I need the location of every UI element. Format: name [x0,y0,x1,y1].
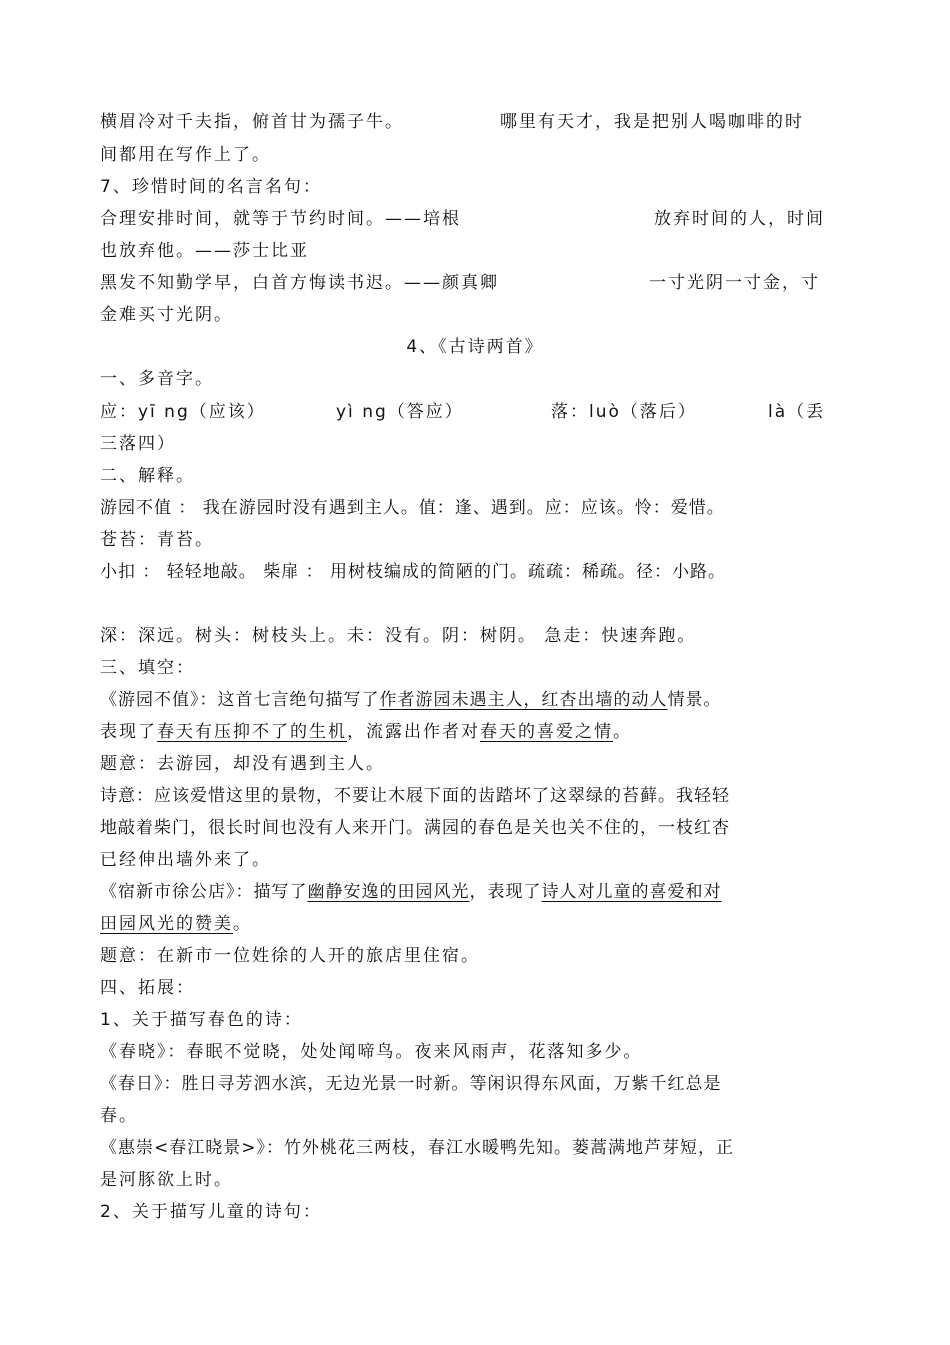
fill-text: 情景。 [667,690,722,710]
fill-answer: 幽静安逸的田园风光 [307,882,470,902]
quote-text: 黑发不知勤学早，白首方悔读书迟。——颜真卿 [100,273,499,293]
quote-text: 间都用在写作上了。 [100,145,271,165]
explanation-text: 小扣 ： 轻轻地敲。 柴扉 ： 用树枝编成的简陋的门。疏疏：稀疏。径：小路。 [100,562,727,582]
fill-answer: 春天有压抑不了的生机 [157,722,347,742]
polyphone-item [768,401,850,423]
quote-text: 合理安排时间，就等于节约时间。——培根 [100,209,461,229]
poem-line [100,1041,850,1063]
fill-line [100,689,850,711]
explanation-text: 游园不值 ： 我在游园时没有遇到主人。值：逢、遇到。应：应该。怜：爱惜。 [100,498,725,518]
poem-text: 《春晓》：春眠不觉晓，处处闻啼鸟。夜来风雨声，花落知多少。 [100,1042,643,1062]
fill-text: ，流露出作者对 [347,722,480,742]
polyphone-item [551,401,741,423]
quote-line [100,304,850,326]
section-heading [100,657,850,679]
heading-text: 三、填空： [100,658,195,678]
fill-text: 题意：去游园，却没有遇到主人。 [100,754,385,774]
fill-line [100,817,850,839]
fill-text: 《宿新市徐公店》：描写了 [100,882,308,902]
quote-line [100,240,850,262]
quote-line [500,111,850,133]
poem-text: 春。 [100,1106,138,1126]
fill-text: 表现了 [100,722,157,742]
poem-text: 《惠崇<春江晓景>》：竹外桃花三两枝，春江水暖鸭先知。蒌蒿满地芦芽短，正 [100,1138,734,1158]
fill-text: 地敲着柴门，很长时间也没有人来开门。满园的春色是关也关不住的，一枝红杏 [100,818,730,838]
quote-text: 一寸光阴一寸金，寸 [649,273,820,293]
quote-text: 横眉冷对千夫指，俯首甘为孺子牛。 [100,112,404,132]
fill-answer: 诗人对儿童的喜爱和对 [541,882,722,902]
fill-answer: 田园风光的赞美 [100,914,233,934]
quote-line [100,144,850,166]
fill-line [100,913,850,935]
heading-text: 1、关于描写春色的诗： [100,1010,303,1030]
poem-line [100,1137,850,1159]
fill-text: 。 [233,914,252,934]
fill-text: 已经伸出墙外来了。 [100,850,271,870]
quote-line [654,208,850,230]
fill-line [100,849,850,871]
heading-text: 二、解释。 [100,466,195,486]
fill-line [100,881,850,903]
polyphone-item [336,401,496,423]
quote-text: 也放弃他。——莎士比亚 [100,241,309,261]
explanation-line [100,625,850,647]
quote-text: 哪里有天才，我是把别人喝咖啡的时 [500,112,804,132]
section-heading [100,176,850,198]
poem-text: 是河豚欲上时。 [100,1170,233,1190]
fill-line [100,945,850,967]
explanation-line [100,497,850,519]
fill-answer: 作者游园未遇主人，红杏出墙的动人 [379,690,668,710]
explanation-line [100,529,850,551]
heading-text: 2、关于描写儿童的诗句： [100,1202,322,1222]
poem-text: 《春日》：胜日寻芳泗水滨，无边光景一时新。等闲识得东风面，万紫千红总是 [100,1074,722,1094]
explanation-text: 深：深远。树头：树枝头上。未：没有。阴：树阴。 急走：快速奔跑。 [100,626,697,646]
fill-text: ，表现了 [469,882,542,902]
fill-answer: 春天的喜爱之情 [480,722,613,742]
subsection-heading [100,1009,850,1031]
polyphone-item [100,401,300,423]
polyphone-text: 三落四） [100,434,176,454]
fill-text: 《游园不值》：这首七言绝句描写了 [100,690,380,710]
quote-text: 金难买寸光阴。 [100,305,233,325]
poem-line [100,1169,850,1191]
quote-line [649,272,850,294]
subsection-heading [100,1201,850,1223]
fill-line [100,785,850,807]
section-heading [100,465,850,487]
poem-line [100,1105,850,1127]
fill-text: 题意：在新市一位姓徐的人开的旅店里住宿。 [100,946,480,966]
poem-line [100,1073,850,1095]
section-heading [100,977,850,999]
polyphone-text: yì ng（答应） [336,402,464,422]
heading-text: 四、拓展： [100,978,195,998]
explanation-text: 苍苔：青苔。 [100,530,214,550]
quote-text: 放弃时间的人，时间 [654,209,825,229]
fill-text: 诗意：应该爱惜这里的景物，不要让木屐下面的齿踏坏了这翠绿的苔藓。我轻轻 [100,786,730,806]
heading-text: 一、多音字。 [100,369,214,389]
heading-text: 7、珍惜时间的名言名句： [100,177,322,197]
polyphone-text: là（丢 [768,402,826,422]
polyphone-text: 应：yī ng（应该） [100,402,266,422]
fill-line [100,721,850,743]
fill-line [100,753,850,775]
title-text: 4、《古诗两首》 [406,337,544,357]
fill-text: 。 [613,722,632,742]
polyphone-text: 落：luò（落后） [551,402,697,422]
lesson-title [0,336,950,358]
section-heading [100,368,850,390]
explanation-line [100,561,850,583]
polyphone-item [100,433,850,455]
